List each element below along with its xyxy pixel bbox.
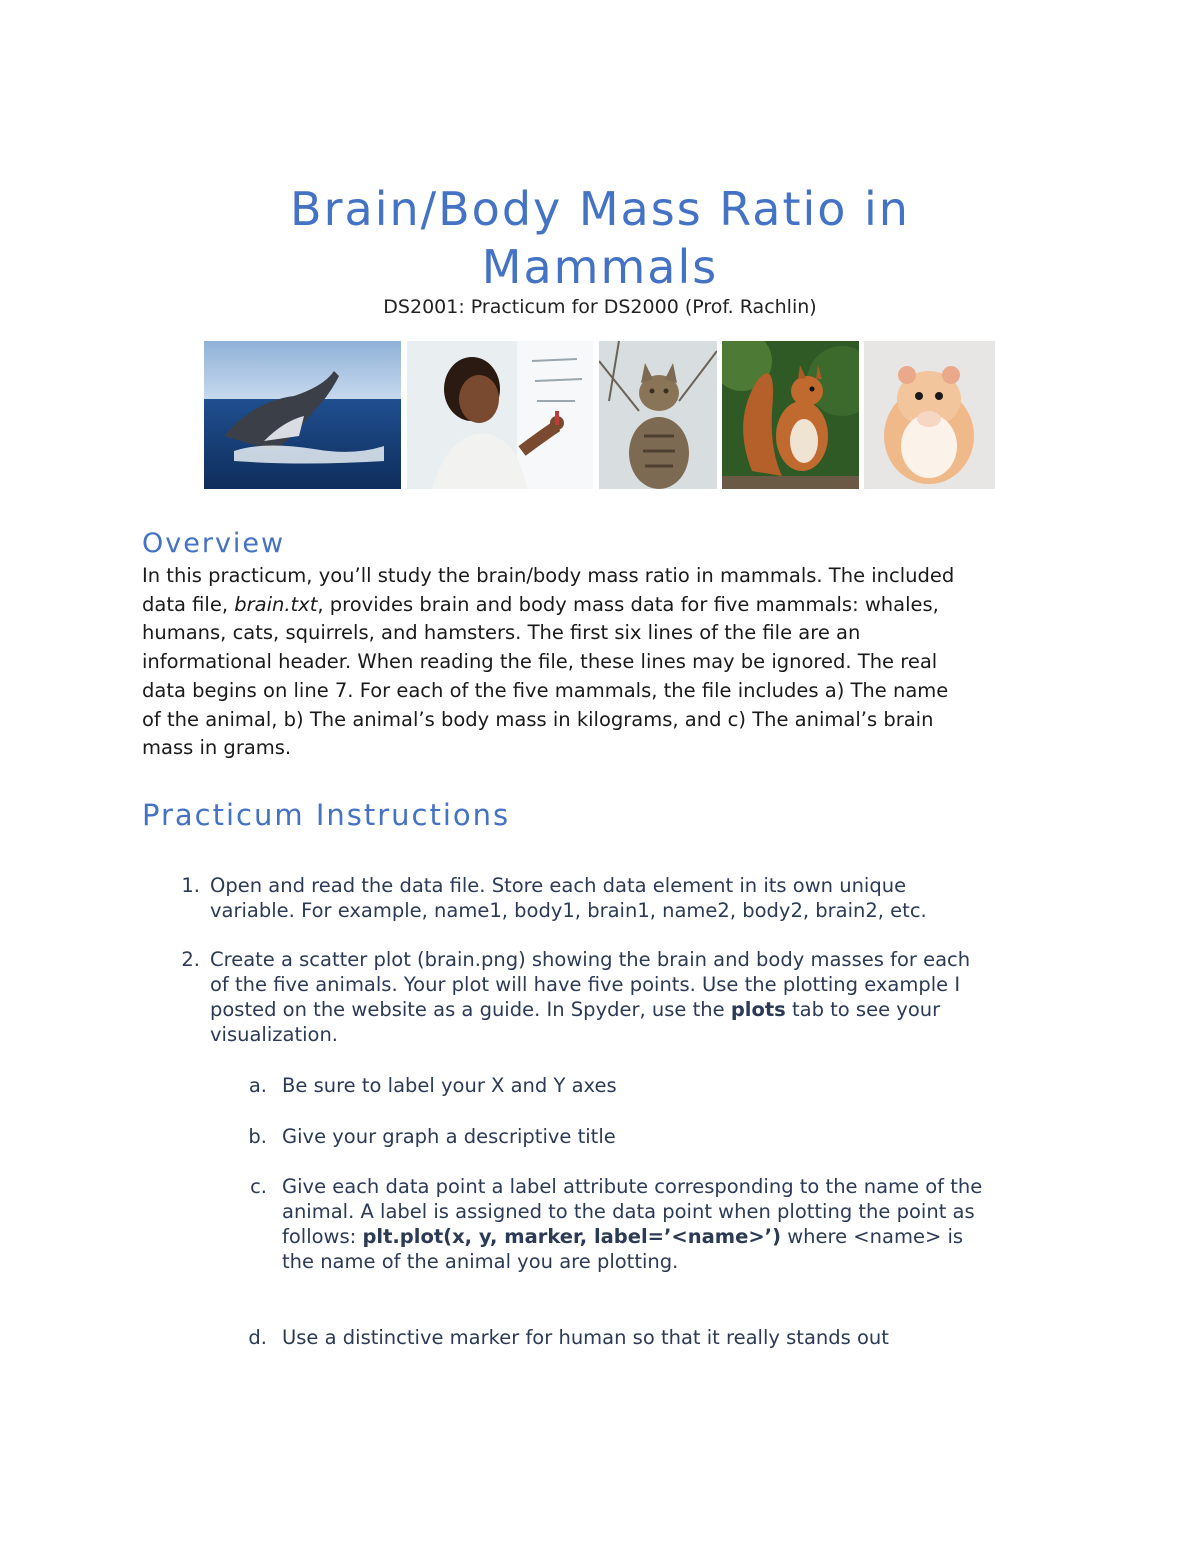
overview-line: of the animal, b) The animal’s body mass in kilograms, and c) The animal’s brain	[142, 707, 934, 731]
woman-teacher-photo	[407, 341, 593, 489]
whale-photo	[204, 341, 401, 489]
list-item	[181, 947, 1090, 1047]
page-title	[0, 180, 1200, 296]
item-line: Create a scatter plot (brain.png) showing the brain and body masses for each	[210, 948, 971, 971]
filename-text: brain.txt	[234, 592, 318, 616]
list-letter: d.	[248, 1326, 267, 1349]
overview-line	[142, 591, 1062, 620]
list-number: 1.	[181, 874, 200, 897]
title-line-1: Brain/Body Mass Ratio in	[290, 182, 910, 236]
item-line: of the five animals. Your plot will have five points. Use the plotting example I	[210, 973, 961, 996]
item-line: Be sure to label your X and Y axes	[282, 1074, 617, 1097]
overview-heading: Overview	[142, 528, 286, 559]
overview-line: informational header. When reading the file, these lines may be ignored. The real	[142, 650, 938, 674]
text-run: tab to see your	[785, 998, 941, 1021]
hamster-photo	[864, 341, 995, 489]
item-line: variable. For example, name1, body1, brain1, name2, body2, brain2, etc.	[210, 899, 927, 922]
list-item	[248, 1325, 1082, 1350]
plots-keyword: plots	[730, 998, 786, 1021]
list-item	[250, 1174, 1082, 1274]
overview-line: data begins on line 7. For each of the five mammals, the file includes a) The name	[142, 678, 949, 702]
title-line-2: Mammals	[481, 240, 719, 294]
instructions-heading: Practicum Instructions	[142, 798, 511, 832]
list-item	[181, 873, 1090, 923]
list-number: 2.	[181, 948, 200, 971]
item-line: the name of the animal you are plotting.	[282, 1250, 679, 1273]
code-snippet: plt.plot(x, y, marker, label=’<name>’)	[362, 1225, 782, 1248]
text-run: , provides brain and body mass data for five mammals: whales,	[317, 592, 939, 616]
list-item	[248, 1124, 1082, 1149]
item-line: visualization.	[210, 1023, 338, 1046]
item-line: Give each data point a label attribute corresponding to the name of the	[282, 1175, 983, 1198]
item-line: animal. A label is assigned to the data point when plotting the point as	[282, 1200, 975, 1223]
item-line: Give your graph a descriptive title	[282, 1125, 616, 1148]
item-line: Open and read the data file. Store each data element in its own unique	[210, 874, 907, 897]
cat-photo	[599, 341, 717, 489]
item-line: Use a distinctive marker for human so that it really stands out	[282, 1326, 889, 1349]
subtitle: DS2001: Practicum for DS2000 (Prof. Rachlin)	[383, 296, 817, 318]
squirrel-photo	[722, 341, 859, 489]
text-run: follows:	[282, 1225, 363, 1248]
item-line	[210, 997, 1090, 1022]
overview-line: humans, cats, squirrels, and hamsters. The first six lines of the file are an	[142, 621, 861, 645]
text-run: data file,	[142, 592, 235, 616]
text-run: posted on the website as a guide. In Spyder, use the	[210, 998, 731, 1021]
text-run: where <name> is	[781, 1225, 964, 1248]
list-item	[248, 1073, 1082, 1098]
overview-line: mass in grams.	[142, 736, 292, 760]
list-letter: a.	[248, 1074, 267, 1097]
overview-line: In this practicum, you’ll study the brain/body mass ratio in mammals. The included	[142, 564, 955, 587]
item-line	[282, 1224, 1082, 1249]
list-letter: b.	[248, 1125, 267, 1148]
list-letter: c.	[250, 1175, 267, 1198]
overview-paragraph	[142, 562, 1062, 763]
